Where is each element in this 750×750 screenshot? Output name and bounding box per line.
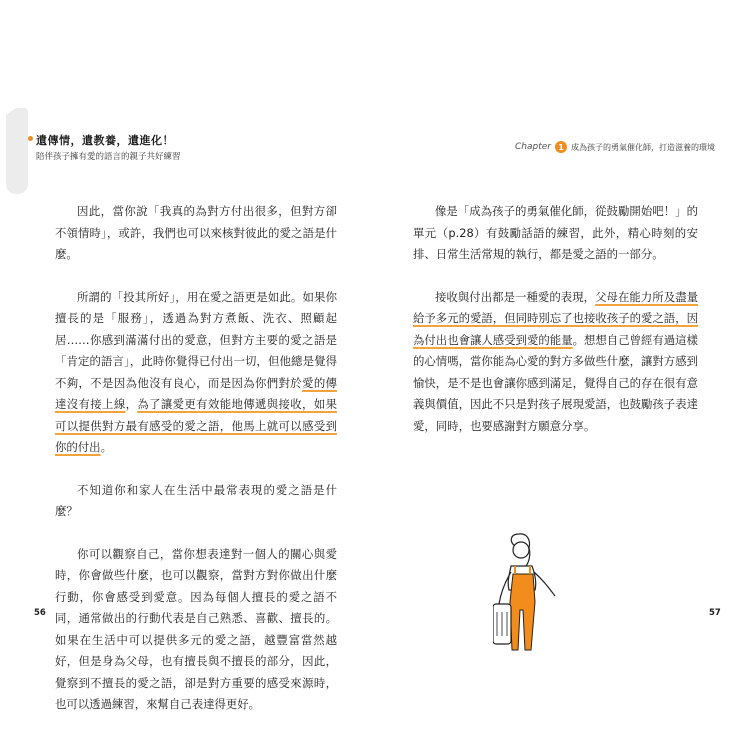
- text-segment: 不知道你和家人在生活中最常表現的愛之語是什麼？: [55, 482, 337, 518]
- text-segment: 。想想自己曾經有過這樣的心情嗎，當你能為心愛的對方多做些什麼，讓對方感到愉快，是不是也會讓你感到滿足，覺得自己的存在很有意義與價值，因此不只是對孩子展現愛語，也鼓勵孩子表達愛，同時，也要感謝對方願意分享。: [413, 332, 698, 433]
- paragraph: [55, 201, 337, 266]
- bullet-dot-icon: [28, 136, 33, 141]
- highlighted-text: 為了讓愛更有效能地傳遞與接收，如果可以提供對方最有感受的愛之語，他馬上就可以感受到你的付出: [55, 397, 337, 454]
- text-segment: 所謂的「投其所好」，用在愛之語更是如此。如果你擅長的是「服務」，透過為對方煮飯、洗衣、照顧起居……你感到滿滿付出的愛意，但對方主要的愛之語是「肯定的語言」，此時你覺得已付出一切，但他總是覺得不夠，不是因為他沒有良心，而是因為你們對於: [55, 289, 337, 390]
- text-segment: 因此，當你說「我真的為對方付出很多，但對方卻不領情時」，或許，我們也可以來核對彼此的愛之語是什麼。: [55, 204, 337, 261]
- text-segment: 接收與付出都是一種愛的表現，: [435, 289, 596, 304]
- highlighted-text: 父母在能力所及盡量給予多元的愛語，但同時別忘了也接收孩子的愛之語，因為付出也會讓人感受到愛的能量: [413, 289, 698, 347]
- girl-with-luggage-illustration: [493, 532, 583, 652]
- paragraph: [55, 480, 337, 523]
- highlighted-text: 愛的傳達沒有接上線: [55, 375, 337, 411]
- right-body-text: [413, 201, 698, 458]
- text-segment: 你可以觀察自己，當你想表達對一個人的關心與愛時，你會做些什麼，也可以觀察，當對方對你做出什麼行動，你會感受到愛意。因為每個人擅長的愛之語不同，通常做出的行動代表是自己熟悉、喜歡、擅長的。如果在生活中可以提供多元的愛之語，越豐富當然越好，但是身為父母，也有擅長與不擅長的部分，因此，覺察到不擅長的愛之語，卻是對方重要的感受來源時，也可以透過練習，來幫自己表達得更好。: [55, 546, 337, 711]
- page-number-left: 56: [34, 608, 46, 618]
- chapter-title: 成為孩子的勇氣催化師，打造滋養的環境: [570, 142, 715, 152]
- page-number-right: 57: [709, 608, 721, 618]
- paragraph: [55, 544, 337, 716]
- text-segment: 。: [100, 440, 112, 454]
- book-title: 遺傳情，遺教養，遺進化！: [36, 134, 174, 147]
- chapter-number-graphic: [6, 108, 28, 194]
- paragraph: [413, 201, 698, 266]
- left-running-header: [36, 132, 181, 162]
- book-subtitle: 陪伴孩子擁有愛的語言的親子共好練習: [36, 152, 181, 162]
- left-body-text: [55, 201, 337, 737]
- text-segment: ，: [125, 397, 138, 411]
- paragraph: [55, 287, 337, 459]
- chapter-badge: 1: [555, 141, 567, 153]
- text-segment: 像是「成為孩子的勇氣催化師，從鼓勵開始吧！」的單元（p.28）有鼓勵話語的練習，此外，精心時刻的安排、日常生活常規的執行，都是愛之語的一部分。: [413, 204, 698, 261]
- chapter-label: Chapter: [515, 142, 551, 152]
- paragraph: [413, 287, 698, 438]
- right-page: [375, 0, 750, 750]
- right-running-header: [515, 141, 715, 153]
